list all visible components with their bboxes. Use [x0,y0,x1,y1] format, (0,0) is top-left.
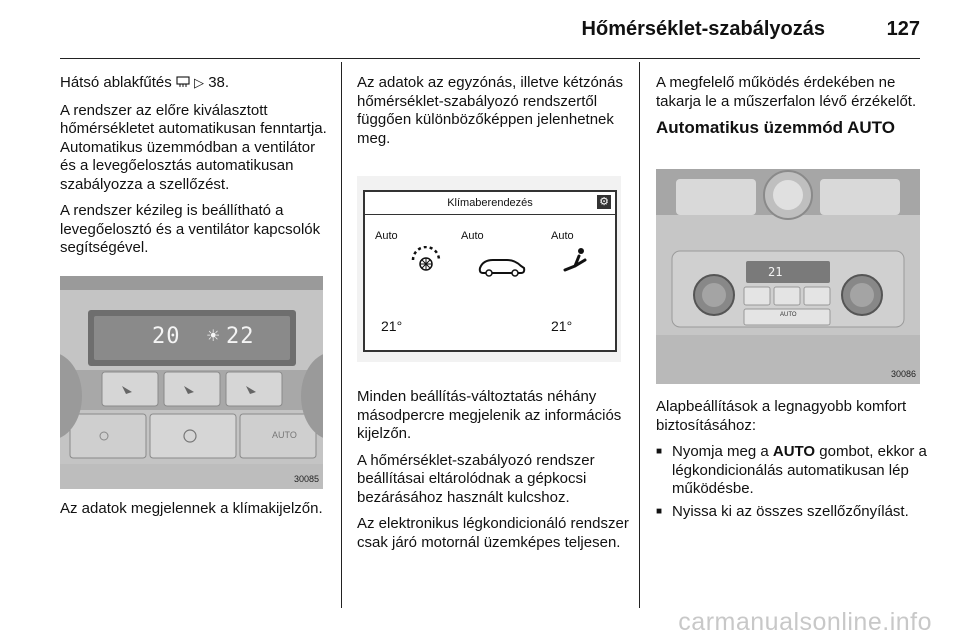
auto-panel-figure [656,169,920,384]
settings-icon[interactable]: ⚙ [597,195,611,209]
info-display-figure [357,176,621,362]
figure-number: 30085 [293,474,319,484]
column-1-bottom [60,500,330,527]
display-temp-left: 20 [152,324,181,349]
page-number: 127 [886,18,920,40]
header-divider [60,58,920,59]
column-1 [60,74,330,266]
figure-number: 30086 [890,369,916,379]
bullet-icon: ■ [656,446,663,457]
paragraph-auto-temp: A rendszer az előre kiválasztott hőmérsékletet automatikusan fenntartja. Automatikus üzemmódban a ventilátor és a levegőelosztás automatikusan szabályozza a szellőzést. [60,101,327,193]
paragraph-display: Az adatok megjelennek a klímakijelzőn. [60,500,323,517]
column-3 [656,74,926,150]
auto-label-center: Auto [461,230,484,242]
paragraph-defaults: Alapbeállítások a legnagyobb komfort biztosításához: [656,398,907,434]
paragraph-manual: A rendszer kézileg is beállítható a levegőelosztó és a ventilátor kapcsolók segítségével. [60,202,321,256]
auto-label-right: Auto [551,230,574,242]
paragraph-sensor: A megfelelő működés érdekében ne takarja le a műszerfalon lévő érzékelőt. [656,74,917,110]
column-divider-2 [639,62,640,608]
paragraph-engine: Az elektronikus légkondicionáló rendszer csak járó motornál üzemképes teljesen. [357,515,629,551]
fan-display-icon: ☀ [206,328,221,345]
paragraph-key-memory: A hőmérséklet-szabályozó rendszer beállításai eltárolódnak a gépkocsi bezárásához használt kulcshoz. [357,451,595,506]
watermark: carmanualsonline.info [678,608,932,636]
ref-arrow-icon: ▷ [194,76,205,91]
paragraph-zones: Az adatok az egyzónás, illetve kétzónás hőmérséklet-szabályozó rendszertől függően különbözőképpen jelenhetnek meg. [357,74,623,147]
page-header [60,0,920,50]
column-divider-1 [341,62,342,608]
auto-button-label: AUTO [272,430,297,440]
column-2 [357,74,627,156]
temp-right: 21° [551,318,573,334]
info-display-screen [363,190,617,352]
paragraph-changes: Minden beállítás-változtatás néhány másodpercre megjelenik az információs kijelzőn. [357,388,622,442]
display-temp-right: 22 [226,324,255,349]
fan-icon [409,246,443,281]
climate-panel-figure [60,276,323,489]
section-heading-auto: Automatikus üzemmód AUTO [656,118,895,137]
car-airflow-icon [477,254,527,283]
auto-button-label: AUTO [780,312,797,318]
column-3-bottom [656,398,931,525]
bullet-icon: ■ [656,505,663,517]
seat-airflow-icon [561,246,591,281]
list-item: ■ Nyomja meg a AUTO gombot, ekkor a légkondicionálás automatikusan lép működésbe. [656,443,927,497]
column-2-bottom [357,388,632,560]
rear-window-heating-icon [176,76,194,91]
paragraph-rear-heating: Hátsó ablakfűtés ▷ 38. [60,74,230,91]
temp-left: 21° [381,318,403,334]
list-item: ■ Nyissa ki az összes szellőzőnyílást. [656,502,909,520]
page-title: Hőmérséklet-szabályozás [581,18,825,40]
auto-label-left: Auto [375,230,398,242]
screen-title: Klímaberendezés [365,192,615,215]
display-temp: 21 [768,265,783,279]
